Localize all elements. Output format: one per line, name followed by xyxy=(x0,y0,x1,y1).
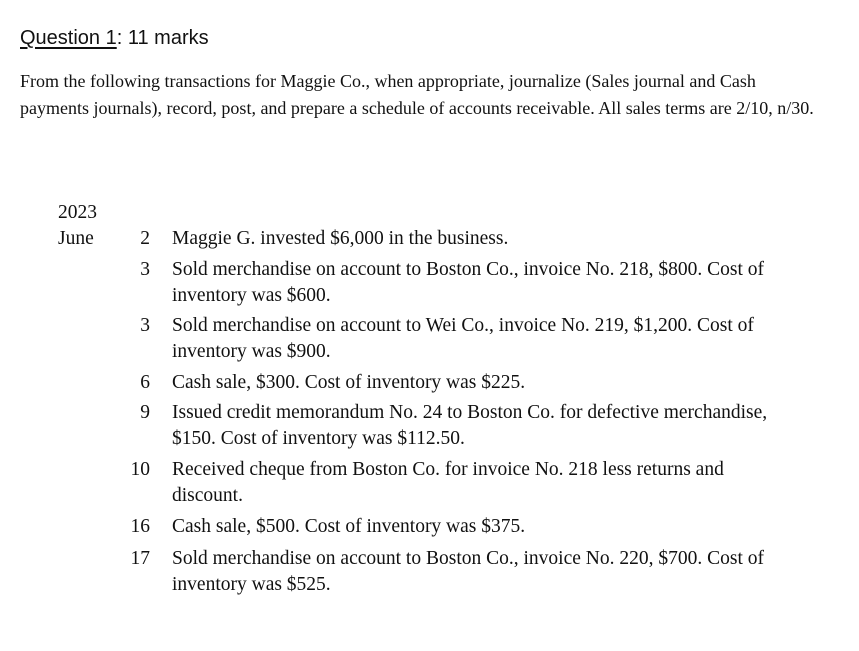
transaction-day: 2 xyxy=(140,228,150,249)
journal-year: 2023 xyxy=(58,202,97,223)
transaction-day: 16 xyxy=(130,516,150,537)
transaction-day: 3 xyxy=(140,315,150,336)
transaction-text: Cash sale, $500. Cost of inventory was $375. xyxy=(172,516,526,537)
transaction-day: 6 xyxy=(140,372,150,393)
transaction-text: Received cheque from Boston Co. for invoice No. 218 less returns and discount. xyxy=(172,459,724,506)
transaction-text: Sold merchandise on account to Boston Co., invoice No. 218, $800. Cost of inventory was $600. xyxy=(172,259,764,306)
transaction-text: Maggie G. invested $6,000 in the business. xyxy=(172,228,509,249)
transaction-day: 3 xyxy=(140,259,150,280)
transaction-text: Sold merchandise on account to Wei Co., invoice No. 219, $1,200. Cost of inventory was $900. xyxy=(172,315,754,362)
question-label: Question 1 xyxy=(20,27,117,49)
transaction-day: 17 xyxy=(130,548,150,569)
transaction-text: Issued credit memorandum No. 24 to Boston Co. for defective merchandise, $150. Cost of inventory was $112.50. xyxy=(172,402,768,449)
question-marks: : 11 marks xyxy=(116,27,209,49)
journal-month: June xyxy=(58,228,94,249)
transaction-day: 9 xyxy=(140,402,150,423)
transaction-text: Cash sale, $300. Cost of inventory was $225. xyxy=(172,372,526,393)
transaction-day: 10 xyxy=(130,459,150,480)
instructions-paragraph: From the following transactions for Maggie Co., when appropriate, journalize (Sales journal and Cash payments journals), record, post, and prepare a schedule of accounts receivable. All sales terms are 2/10, n/30. xyxy=(20,71,814,118)
transaction-text: Sold merchandise on account to Boston Co., invoice No. 220, $700. Cost of inventory was $525. xyxy=(172,548,764,595)
